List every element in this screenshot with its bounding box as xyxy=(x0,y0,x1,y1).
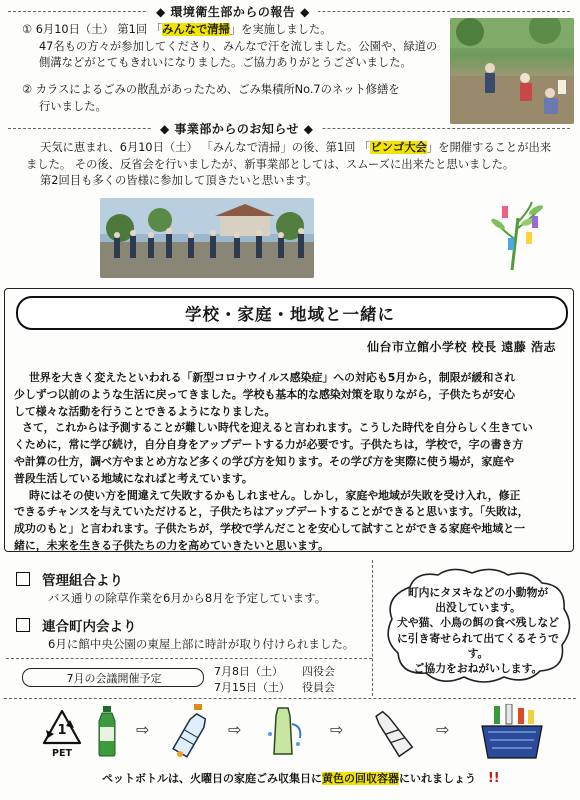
pet-footer-part: ペットボトルは、火曜日の家庭ごみ収集日に xyxy=(102,772,322,785)
pet-footer-text xyxy=(102,770,500,786)
bingo-event-photo xyxy=(100,198,314,278)
principal-p2-line: さて，これからは予測することが難しい時代を迎えると言われます。こうした時代を自分らしく生きてい xyxy=(22,421,533,435)
wildlife-notice-text xyxy=(388,585,568,676)
notice-line: 出没しています。 xyxy=(435,601,521,615)
remove-cap-icon xyxy=(170,704,214,760)
biz-text xyxy=(26,140,580,190)
arrow-right-icon: ⇨ xyxy=(228,720,242,739)
town-heading: 連合町内会より xyxy=(42,619,137,635)
notice-line: 町内にタヌキなどの小動物が xyxy=(407,586,549,599)
principal-p2-line: くために，常に学び続け，自分自身をアップデートする力が必要です。子供たちは，学校で，字の書き方 xyxy=(14,438,524,452)
principal-p3-line: できるチャンスを与えていただけると，子供たちはアップデートすることができると思います。「失敗は， xyxy=(14,505,529,519)
item-number: ② xyxy=(22,83,33,96)
checkbox-square-icon xyxy=(16,572,30,586)
pet-logo-label: PET xyxy=(52,748,72,759)
env-item2-line2: 行いました。 xyxy=(39,99,107,113)
crush-bottle-icon xyxy=(370,704,414,760)
rinse-bottle-icon xyxy=(262,704,306,760)
pet-recycle-logo-icon xyxy=(40,708,84,760)
meeting-date: 7月15日（土） xyxy=(214,681,290,694)
principal-p2-line: や計算の仕方，調べ方やまとめ方など多くの学び方を知ります。その学び方を実際に使う場が，家庭や xyxy=(14,454,515,468)
cleanup-photo xyxy=(450,18,574,124)
mgmt-heading: 管理組合より xyxy=(42,573,123,589)
section-divider xyxy=(6,658,372,659)
arrow-right-icon: ⇨ xyxy=(436,720,450,739)
biz-section-heading: ◆ 事業部からのお知らせ ◆ xyxy=(152,120,321,137)
notice-line: 犬や猫、小鳥の餌の食べ残しなど xyxy=(397,616,559,630)
exclamation-mark: !! xyxy=(487,771,500,786)
section-divider xyxy=(4,698,576,699)
town-text: 6月に館中央公園の東屋上部に時計が取り付けられました。 xyxy=(48,637,355,651)
env-item-2 xyxy=(22,82,442,115)
arrow-right-icon: ⇨ xyxy=(136,720,150,739)
biz-line1-end: 」を開催することが出来 xyxy=(426,141,552,154)
env-item2-line1: カラスによるごみの散乱があったため、ごみ集積所No.7のネット修繕を xyxy=(35,83,400,96)
principal-body xyxy=(14,370,566,555)
env-item1-text: 6月10日（土） 第1回 「 xyxy=(35,23,163,36)
env-section-heading: ◆ 環境衛生部からの報告 ◆ xyxy=(148,3,318,20)
item-number: ① xyxy=(22,23,33,36)
biz-line1: 天気に恵まれ、6月10日（土） 「みんなで清掃」の後、第1回 「 xyxy=(40,141,371,154)
principal-p1-line: 少しずつ以前のような生活に戻ってきました。学校も基本的な感染対策を取りながら，子供たちが安心 xyxy=(14,387,515,401)
tanabata-bamboo-icon xyxy=(488,198,548,272)
principal-p2-line: 普段生活している地域になればと考えています。 xyxy=(14,471,253,485)
principal-p1-line: して様々な活動を行うことできるようになりました。 xyxy=(14,404,276,418)
biz-line3: 第2回目も多くの皆様に参加して頂きたいと思います。 xyxy=(40,174,318,187)
notice-line: ご協力をおねがいします。 xyxy=(413,662,543,676)
principal-title: 学校・家庭・地域と一緒に xyxy=(185,305,395,324)
meeting-name: 四役会 xyxy=(302,665,335,678)
highlight-cleanup: みんなで清掃 xyxy=(162,23,230,36)
pet-footer-part: にいれましょう xyxy=(399,772,476,785)
meeting-label: 7月の会議開催予定 xyxy=(66,672,162,685)
biz-line2: ました。 その後、反省会を行いましたが、新事業部としては、スムーズに出来たと思いました。 xyxy=(26,157,515,171)
env-item1-line3: 側溝などがとてもきれいになりました。ご協力ありがとうございました。 xyxy=(39,56,412,69)
vertical-divider xyxy=(372,560,373,696)
highlight-bingo: ビンゴ大会 xyxy=(370,141,427,154)
mgmt-text: バス通りの除草作業を6月から8月を予定しています。 xyxy=(48,591,327,605)
principal-p3-line: 緒に，未来を生きる子供たちの力を高めていきたいと思います。 xyxy=(14,538,329,552)
pet-bottle-icon xyxy=(96,705,118,757)
notice-line: に引き寄せられて出てくるそうです。 xyxy=(397,631,559,660)
principal-p1-line: 世界を大きく変えたといわれる「新型コロナウイルス感染症」への対応も5月から，制限が緩和され xyxy=(29,371,516,384)
meeting-name: 役員会 xyxy=(302,681,335,694)
principal-p3-line: 成功のもと」と言われます。子供たちが，学校で学んだことを安心して試すことができる家庭や地域と一 xyxy=(14,522,525,536)
env-item-1 xyxy=(22,22,442,72)
meeting-schedule xyxy=(214,664,335,696)
checkbox-square-icon xyxy=(16,618,30,632)
meeting-date: 7月8日（土） xyxy=(214,665,283,678)
env-item1-line2: 47名もの方々が参加してくださり、みんなで汗を流しました。公園や、緑道の xyxy=(39,39,438,53)
highlight-yellow-bin: 黄色の回収容器 xyxy=(322,772,399,785)
env-item1-text-end: 」を実施しました。 xyxy=(229,23,332,36)
pet-logo-number: 1 xyxy=(57,723,67,738)
yellow-collection-bin-icon xyxy=(478,704,546,760)
arrow-right-icon: ⇨ xyxy=(330,720,344,739)
principal-p3-line: 時にはその使い方を間違えて失敗するかもしれません。しかし，家庭や地域が失敗を受け入れ，修正 xyxy=(29,488,521,502)
principal-author: 仙台市立館小学校 校長 遠藤 浩志 xyxy=(366,340,556,354)
